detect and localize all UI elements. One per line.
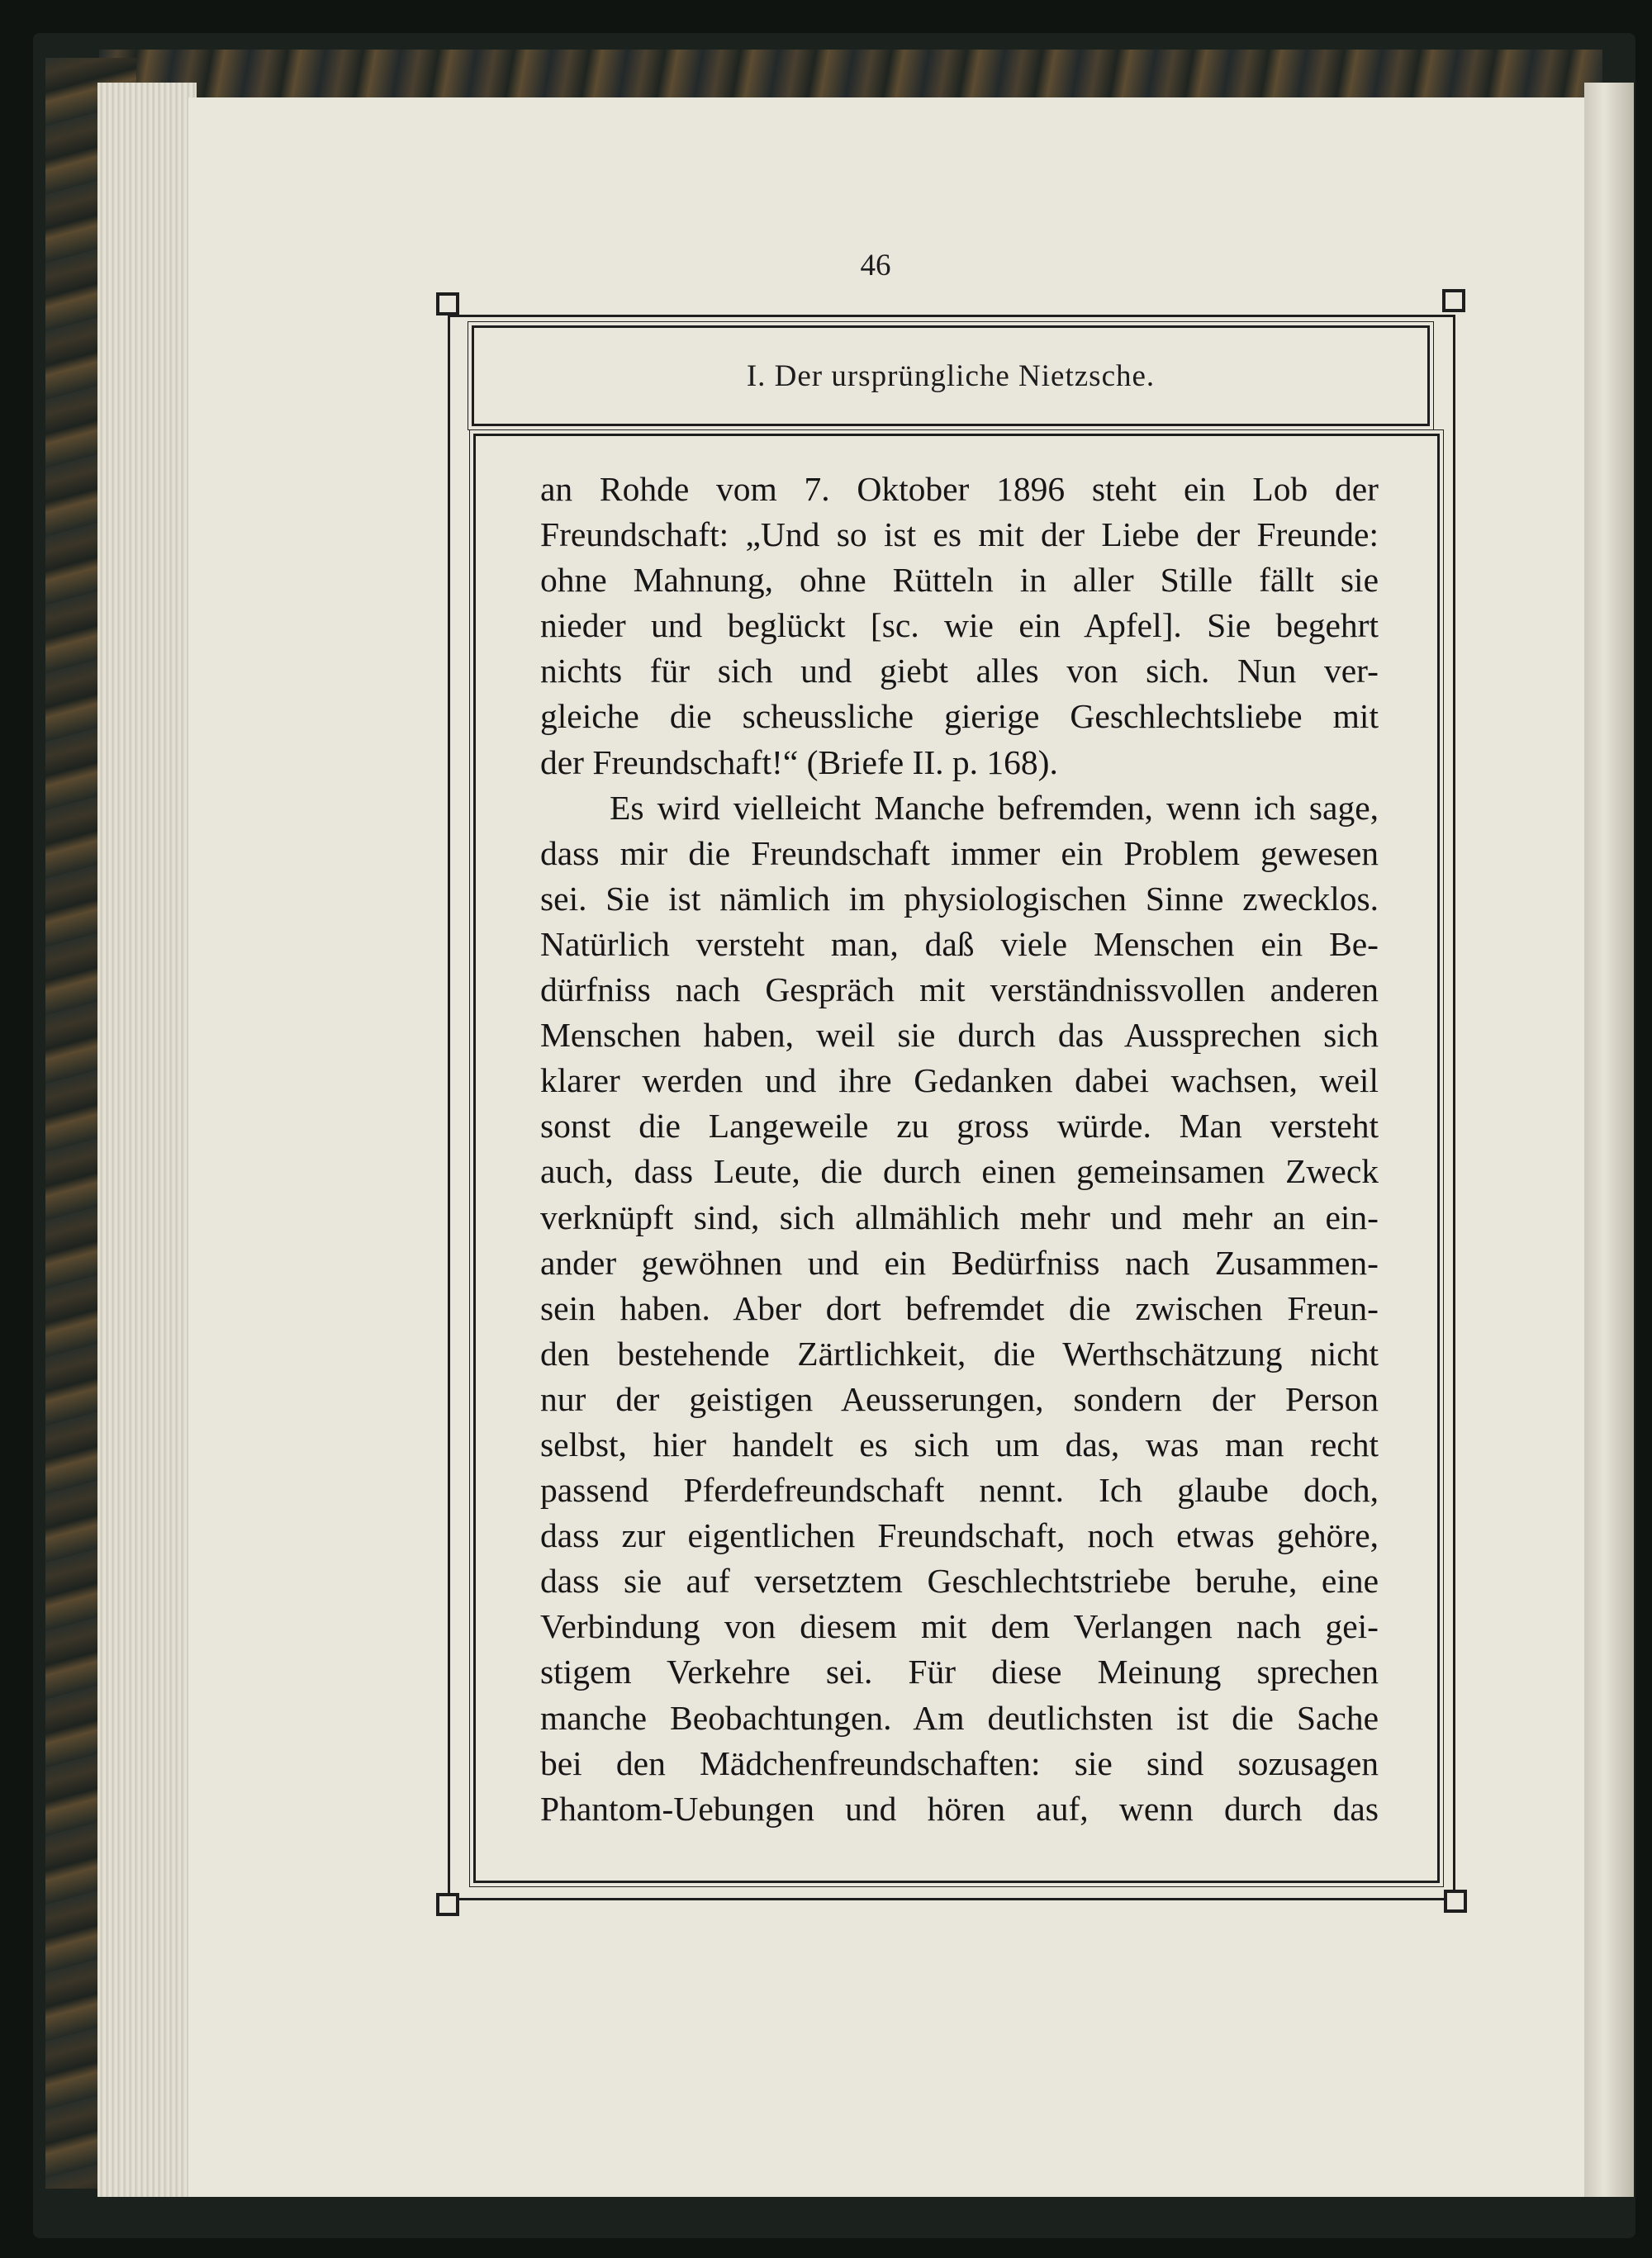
frame-corner-top-left xyxy=(436,292,459,315)
text-line: stigem Verkehre sei. Für diese Meinung sprechen xyxy=(540,1653,1379,1691)
page-number: 46 xyxy=(860,249,891,282)
text-line: bei den Mädchenfreundschaften: sie sind sozusagen xyxy=(540,1743,1379,1782)
frame-corner-bottom-right xyxy=(1444,1890,1467,1913)
text-line: ander gewöhnen und ein Bedürfniss nach Zusammen- xyxy=(540,1243,1379,1282)
frame-corner-bottom-left xyxy=(436,1893,459,1916)
text-line: Es wird vielleicht Manche befremden, wenn ich sage, xyxy=(610,788,1379,827)
text-line: passend Pferdefreundschaft nennt. Ich glaube doch, xyxy=(540,1471,1379,1510)
text-line: gleiche die scheussliche gierige Geschlechtsliebe mit xyxy=(540,697,1379,736)
text-line: verknüpft sind, sich allmählich mehr und mehr an ein- xyxy=(540,1198,1379,1236)
text-line: nichts für sich und giebt alles von sich. Nun ver- xyxy=(540,652,1379,690)
text-line: Menschen haben, weil sie durch das Aussprechen sich xyxy=(540,1016,1379,1055)
text-line: sei. Sie ist nämlich im physiologischen Sinne zwecklos. xyxy=(540,879,1379,918)
text-line: dürfniss nach Gespräch mit verständnissvollen anderen xyxy=(540,970,1379,1009)
text-line: nieder und beglückt [sc. wie ein Apfel]. Sie begehrt xyxy=(540,606,1379,645)
text-line: Verbindung von diesem mit dem Verlangen nach gei- xyxy=(540,1607,1379,1646)
text-line: Freundschaft: „Und so ist es mit der Liebe der Freunde: xyxy=(540,515,1379,554)
text-line: sein haben. Aber dort befremdet die zwischen Freun- xyxy=(540,1288,1379,1327)
running-head: I. Der ursprüngliche Nietzsche. xyxy=(746,358,1156,393)
text-line: dass sie auf versetztem Geschlechtstriebe beruhe, eine xyxy=(540,1562,1379,1601)
running-head-box xyxy=(472,325,1430,426)
text-line: ohne Mahnung, ohne Rütteln in aller Stille fällt sie xyxy=(540,561,1379,600)
text-line: selbst, hier handelt es sich um das, was man recht xyxy=(540,1425,1379,1463)
text-line: nur der geistigen Aeusserungen, sondern der Person xyxy=(540,1379,1379,1418)
text-line: manche Beobachtungen. Am deutlichsten ist die Sache xyxy=(540,1698,1379,1737)
text-line: klarer werden und ihre Gedanken dabei wachsen, weil xyxy=(540,1061,1379,1100)
body-text xyxy=(540,467,1379,1832)
text-line: Phantom-Uebungen und hören auf, wenn durch das xyxy=(540,1789,1379,1828)
text-line: der Freundschaft!“ (Briefe II. p. 168). xyxy=(540,742,1058,781)
text-line: dass mir die Freundschaft immer ein Problem gewesen xyxy=(540,833,1379,872)
frame-corner-top-right xyxy=(1442,289,1465,312)
text-line: Natürlich versteht man, daß viele Menschen ein Be- xyxy=(540,924,1379,963)
text-line: dass zur eigentlichen Freundschaft, noch etwas gehöre, xyxy=(540,1516,1379,1555)
text-line: sonst die Langeweile zu gross würde. Man versteht xyxy=(540,1107,1379,1146)
page-edges xyxy=(97,83,197,2197)
text-line: auch, dass Leute, die durch einen gemeinsamen Zweck xyxy=(540,1152,1379,1191)
text-line: an Rohde vom 7. Oktober 1896 steht ein Lob der xyxy=(540,470,1379,508)
facing-page-edge xyxy=(1584,83,1634,2197)
text-line: den bestehende Zärtlichkeit, die Werthschätzung nicht xyxy=(540,1334,1379,1373)
